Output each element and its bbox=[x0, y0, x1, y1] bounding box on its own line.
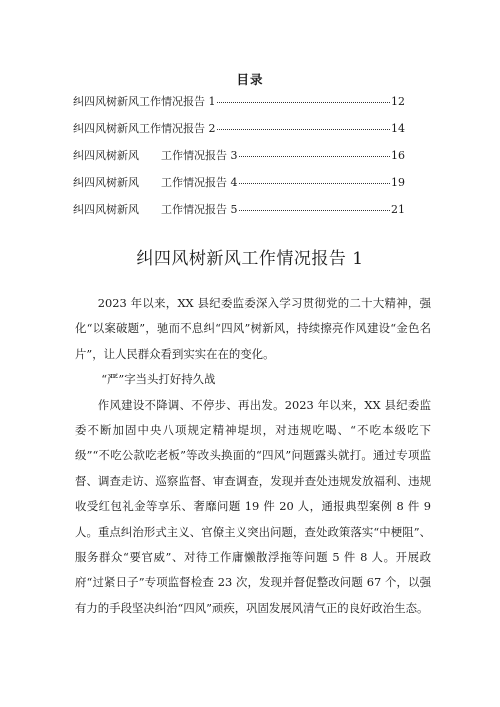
toc-dot-leader bbox=[239, 210, 391, 211]
toc-entry-page: 16 bbox=[391, 149, 405, 162]
toc-entry-page: 21 bbox=[391, 203, 405, 216]
toc-entry[interactable] bbox=[73, 122, 405, 149]
toc-dot-leader bbox=[239, 156, 391, 157]
toc-dot-leader bbox=[239, 183, 391, 184]
toc-title: 目录 bbox=[236, 72, 264, 87]
document-title: 纠四风树新风工作情况报告 1 bbox=[136, 249, 364, 269]
toc-entry-page: 19 bbox=[391, 176, 405, 189]
toc-entry-title: 纠四风树新风 工作情况报告 5 bbox=[73, 203, 238, 216]
toc-entry-title: 纠四风树新风工作情况报告 1 bbox=[73, 95, 216, 108]
toc-entry[interactable] bbox=[73, 203, 405, 230]
toc-entry-title: 纠四风树新风 工作情况报告 4 bbox=[73, 176, 238, 189]
document-body bbox=[75, 291, 431, 621]
toc-entry-page: 14 bbox=[391, 122, 405, 135]
toc-entry[interactable] bbox=[73, 149, 405, 176]
section-heading: “严”字当头打好持久战 bbox=[101, 372, 216, 387]
toc-entry[interactable] bbox=[73, 176, 405, 203]
toc-dot-leader bbox=[217, 102, 391, 103]
toc-entry[interactable] bbox=[73, 95, 405, 122]
toc-entry-page: 12 bbox=[391, 95, 405, 108]
intro-paragraph: 2023 年以来，XX 县纪委监委深入学习贯彻党的二十大精神，强化“以案破题”，驰而不息纠“四风”树新风，持续擦亮作风建设“金色名片”，让人民群众看到实实在在的变化。 bbox=[75, 296, 431, 361]
toc-entry-title: 纠四风树新风 工作情况报告 3 bbox=[73, 149, 238, 162]
section-paragraph: 作风建设不降调、不停步、再出发。2023 年以来，XX 县纪委监委不断加固中央八项规定精神堤坝，对违规吃喝、“不吃本级吃下级”“不吃公款吃老板”等改头换面的“四风”问题露头就打。通过专项监督、调查走访、巡察监督、审查调查，发现并查处违规发放福利、违规收受红包礼金等享乐、奢靡问题 19 件 20 人，通报典型案例 8 件 9 人。重点纠治形式主义、官僚主义突出问题，查处政策落实“中梗阻”、服务群众“要官威”、对待工作庸懒散浮拖等问题 5 件 8 人。开展政府“过紧日子”专项监督检查 23 次，发现并督促整改问题 67 个，以强有力的手段坚决纠治“四风”顽疾，巩固发展风清气正的良好政治生态。 bbox=[75, 397, 431, 615]
table-of-contents bbox=[73, 95, 405, 230]
toc-entry-title: 纠四风树新风工作情况报告 2 bbox=[73, 122, 216, 135]
toc-dot-leader bbox=[217, 129, 391, 130]
